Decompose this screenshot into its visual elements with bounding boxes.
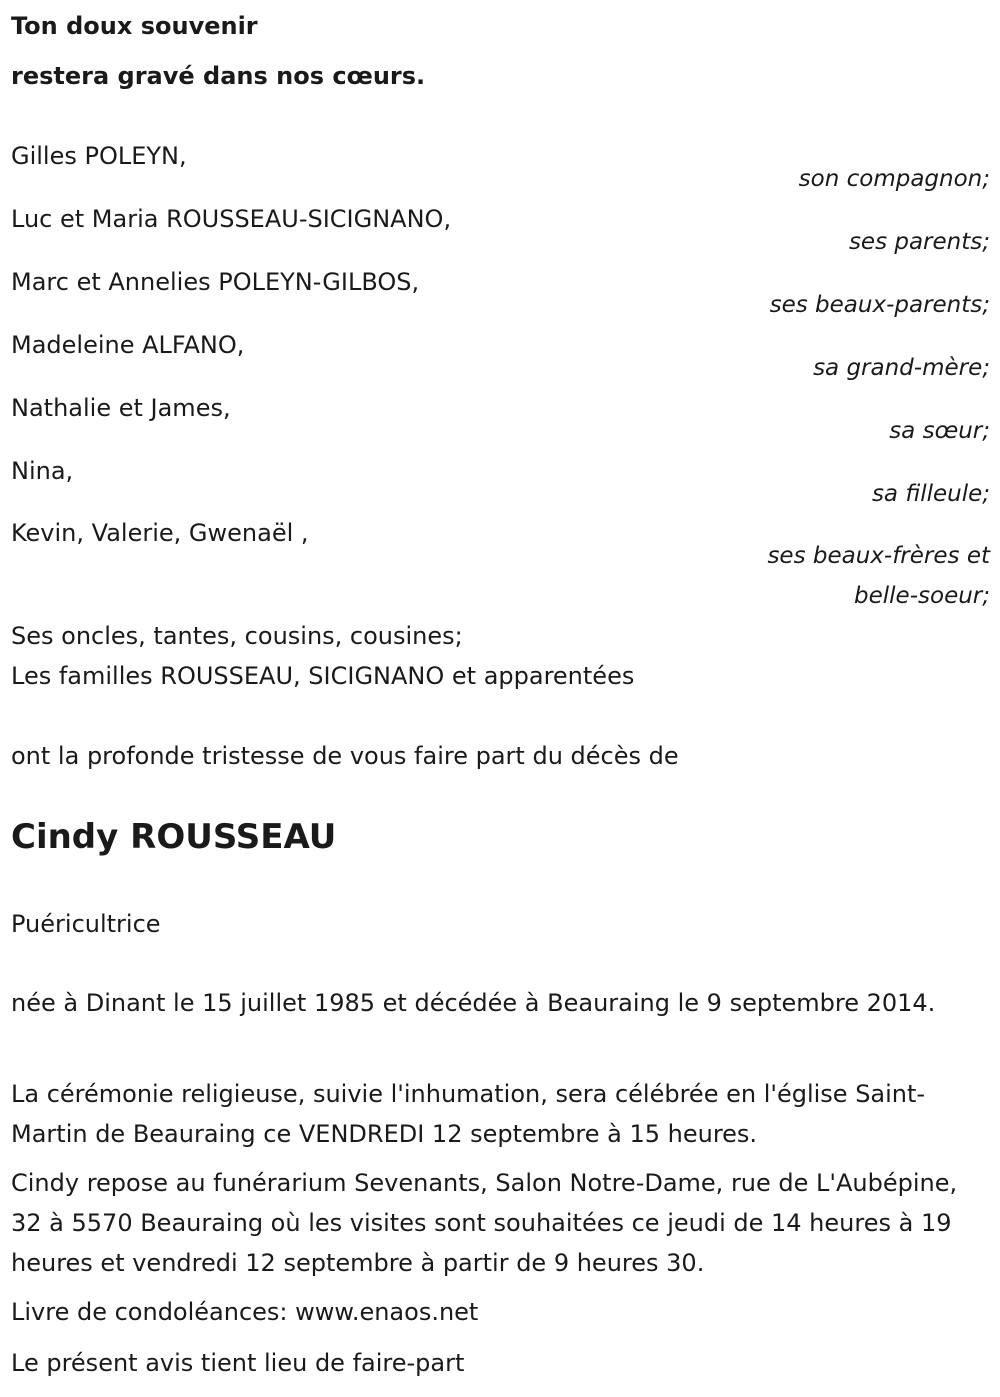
condolences-line: Livre de condoléances: www.enaos.net: [11, 1298, 479, 1326]
ceremony-paragraph: La cérémonie religieuse, suivie l'inhumation, sera célébrée en l'église Saint-Martin de Beauraing ce VENDREDI 12 septembre à 15 heures.: [11, 1080, 926, 1148]
relative-name: Madeleine ALFANO,: [11, 331, 245, 359]
announcement-text: ont la profonde tristesse de vous faire part du décès de: [11, 742, 679, 770]
relative-role: son compagnon;: [798, 166, 990, 192]
relative-role: sa filleule;: [871, 481, 990, 507]
extended-family-line: Les familles ROUSSEAU, SICIGNANO et apparentées: [11, 662, 635, 690]
relative-name: Kevin, Valerie, Gwenaël ,: [11, 519, 309, 547]
deceased-name: Cindy ROUSSEAU: [11, 817, 337, 857]
epigraph-line-1: Ton doux souvenir: [11, 12, 258, 40]
relative-role: sa sœur;: [889, 418, 990, 444]
relative-name: Nathalie et James,: [11, 394, 231, 422]
relative-role: belle-soeur;: [854, 583, 990, 609]
notice-line: Le présent avis tient lieu de faire-part: [11, 1349, 465, 1377]
relative-name: Luc et Maria ROUSSEAU-SICIGNANO,: [11, 205, 452, 233]
profession: Puéricultrice: [11, 910, 161, 938]
birth-death-paragraph: née à Dinant le 15 juillet 1985 et décédée à Beauraing le 9 septembre 2014.: [11, 989, 936, 1017]
relative-role: ses beaux-frères et: [767, 543, 990, 569]
extended-family-line: Ses oncles, tantes, cousins, cousines;: [11, 622, 463, 650]
relative-role: ses beaux-parents;: [769, 292, 990, 318]
visitation-paragraph: Cindy repose au funérarium Sevenants, Salon Notre-Dame, rue de L'Aubépine, 32 à 5570 Beauraing où les visites sont souhaitées ce jeudi de 14 heures à 19 heures et vendredi 12 septembre à partir de 9 heures 30.: [11, 1169, 958, 1277]
relative-role: sa grand-mère;: [813, 355, 990, 381]
epigraph-line-2: restera gravé dans nos cœurs.: [11, 62, 426, 90]
relative-name: Marc et Annelies POLEYN-GILBOS,: [11, 268, 420, 296]
relative-name: Nina,: [11, 457, 74, 485]
relative-name: Gilles POLEYN,: [11, 142, 187, 170]
relative-role: ses parents;: [848, 229, 990, 255]
